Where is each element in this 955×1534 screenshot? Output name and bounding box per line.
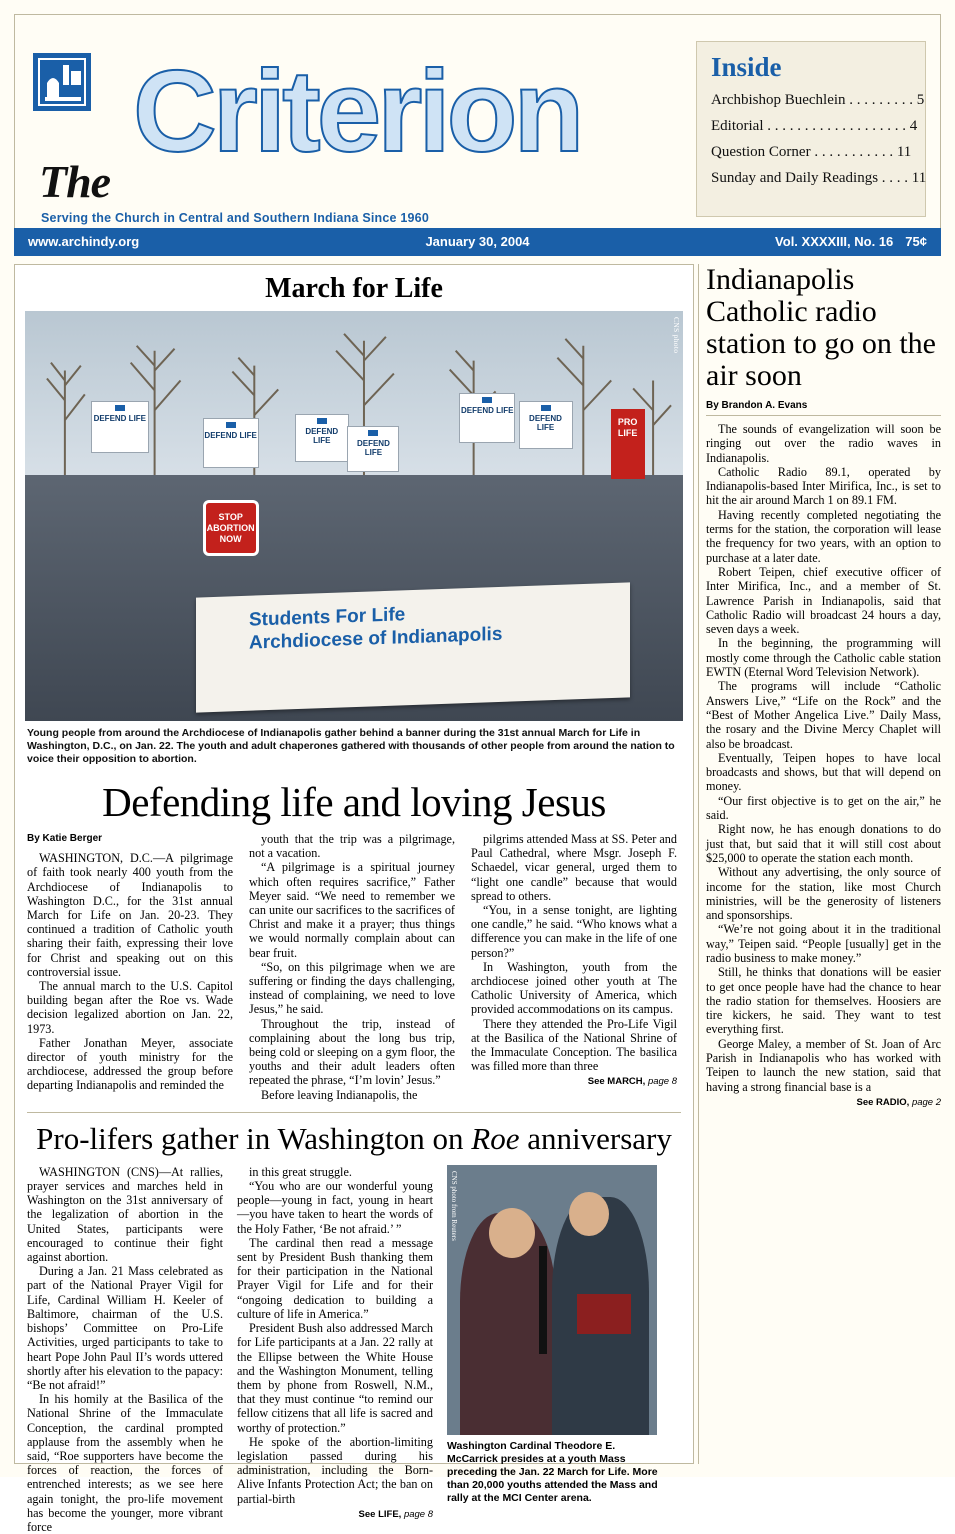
paragraph: “We’re not going about it in the traditional way,” Teipen said. “People [usually] get in the radio business to make money.”	[706, 922, 941, 965]
paragraph: Before leaving Indianapolis, the	[261, 1087, 418, 1102]
jump-label: See RADIO,	[856, 1096, 910, 1108]
inside-box	[696, 41, 926, 217]
paragraph: Having recently completed negotiating the terms for the station, the corporation will lease the frequency for two years, with an option to purchase at a later date.	[706, 507, 941, 565]
paragraph: In the beginning, the programming will mostly come through the Catholic cable station EWTN (Eternal Word Television Network).	[706, 636, 941, 680]
paragraph: pilgrims attended Mass at SS. Peter and Paul Cathedral, where Msgr. Joseph F. Schaedel, vicar general, urged them to “light one candle” because that would spread to others.	[471, 832, 677, 903]
jump-label: See MARCH,	[587, 1076, 646, 1088]
paragraph: In his homily at the Basilica of the National Shrine of the Immaculate Conception, the cardinal prompted applause from the assembly when he said, “Roe supporters have become the forces of reaction, the forces of entrenched interests; as we see here again tonight, the pro-life movement has become the younger, more vibrant force	[27, 1392, 223, 1534]
paragraph: There they attended the Pro-Life Vigil at the Basilica of the National Shrine of the Immaculate Conception. The basilica was filled more than three	[471, 1016, 677, 1074]
volume-number: Vol. XXXXIII, No. 16	[775, 234, 894, 249]
church-window-icon	[33, 53, 91, 111]
photo-credit: CNS photo from Reuters	[450, 1170, 458, 1241]
sidebar-jumpline[interactable]	[706, 1096, 941, 1110]
section-kicker: March for Life	[265, 273, 443, 304]
paragraph: Right now, he has enough donations to do just that, but said that it will still cost about $25,000 to operate the station each month.	[706, 822, 941, 865]
masthead-tagline: Serving the Church in Central and Southern Indiana Since 1960	[41, 211, 429, 225]
lead-photo-caption: Young people from around the Archdiocese of Indianapolis gather behind a banner during the 31st annual March for Life in Washington, D.C., on Jan. 22. The youth and adult chaperones gathered with thousands of other people from around the nation to voice their opposition to abortion.	[27, 727, 675, 765]
paragraph: Eventually, Teipen hopes to have local broadcasts and shows, but that will depend on money.	[706, 750, 941, 794]
lead-headline: Defending life and loving Jesus	[102, 779, 606, 825]
lead-column-2	[249, 832, 455, 1102]
paragraph: WASHINGTON (CNS)—At rallies, prayer services and marches held in Washington on the 31st anniversary of the legalization of abortion in the United States, participants were encouraged to continue their fight against abortion.	[27, 1164, 223, 1265]
lead-column-3	[471, 832, 677, 1102]
second-column-1	[27, 1165, 223, 1534]
stop-abortion-sign: STOP ABORTION NOW	[203, 500, 259, 556]
volume-info	[775, 234, 927, 249]
inside-item[interactable]: Editorial . . . . . . . . . . . . . . . . . . . 4	[711, 118, 918, 134]
banner-line-2: Archdiocese of Indianapolis	[248, 623, 503, 654]
paragraph: The sounds of evangelization will soon be ringing out over the radio waves in Indianapolis.	[706, 422, 941, 465]
paragraph: “You who are our wonderful young people—young in fact, young in heart—you have taken to heart the words of the Holy Father, ‘Be not afraid.’ ”	[237, 1179, 433, 1236]
red-book	[577, 1294, 631, 1334]
paragraph: During a Jan. 21 Mass celebrated as part of the National Prayer Vigil for Life, Cardinal William H. Keeler of Baltimore, chairman of the U.S. bishops’ Committee on Pro-Life Activities, urged participants to take to heart Pope John Paul II’s words uttered shortly after his elevation to the papacy: “Be not afraid!”	[27, 1264, 223, 1392]
second-headline-part1: Pro-lifers gather in Washington on	[36, 1120, 472, 1156]
paragraph: The programs will include “Catholic Answers Live,” “Life on the Rock” and the “Best of Mother Angelica Live.” Daily Mass, the rosary and the Divine Mercy Chaplet will also be broadcast.	[706, 679, 941, 751]
pro-life-sign: PRO LIFE	[611, 409, 645, 479]
sidebar-story	[706, 264, 941, 1110]
defend-life-sign: DEFEND LIFE	[91, 401, 149, 453]
paragraph: in this great struggle.	[249, 1164, 352, 1179]
jump-page: page 2	[911, 1096, 941, 1108]
defend-life-sign: DEFEND LIFE	[203, 418, 259, 468]
jump-page: page 8	[647, 1076, 677, 1088]
inside-item[interactable]: Archbishop Buechlein . . . . . . . . . 5	[711, 92, 925, 108]
mccarrick-photo	[447, 1165, 657, 1435]
website-url[interactable]: www.archindy.org	[28, 234, 140, 249]
lead-byline: By Katie Berger	[27, 833, 103, 844]
second-photo-column	[447, 1165, 659, 1534]
defend-life-sign: DEFEND LIFE	[295, 414, 349, 462]
paragraph: Throughout the trip, instead of complaining about the long bus trip, being cold or sleeping on a gym floor, the youths and their adult leaders often repeated the phrase, “I’m lovin’ Jesus.”	[249, 1016, 455, 1088]
photo-face-left	[489, 1208, 535, 1258]
microphone-stand	[539, 1246, 547, 1354]
inside-item[interactable]: Question Corner . . . . . . . . . . . 11	[711, 144, 912, 160]
second-headline-part2: anniversary	[519, 1120, 672, 1156]
second-headline	[25, 1121, 683, 1157]
second-headline-italic: Roe	[471, 1120, 520, 1156]
paragraph: “You, in a sense tonight, are lighting one candle,” he said. “Who knows what a difference you can make in the life of one person?”	[471, 903, 677, 960]
defend-life-sign: DEFEND LIFE	[519, 401, 573, 449]
paragraph: “Our first objective is to get on the air,” he said.	[706, 793, 941, 823]
jump-page: page 8	[403, 1508, 433, 1520]
paragraph: Robert Teipen, chief executive officer of Inter Mirifica, Inc., and a member of St. Lawrence Parish in Indianapolis, said that Catholic Radio will broadcast 24 hours a day, seven days a week.	[706, 564, 941, 637]
lead-photo	[25, 311, 683, 721]
photo-credit: CNS photo	[672, 317, 681, 354]
paragraph: President Bush also addressed March for Life participants at a Jan. 22 rally at the Ellipse between the White House and the Washington Monument, telling them by phone from Roswell, N.M., that they must continue “to remind our fellow citizens that all life is sacred and worthy of protection.”	[237, 1321, 433, 1435]
jump-label: See LIFE,	[358, 1508, 402, 1520]
second-jumpline[interactable]	[237, 1508, 433, 1522]
paragraph: The annual march to the U.S. Capitol building began after the Roe vs. Wade decision legalized abortion on Jan. 22, 1973.	[27, 979, 233, 1036]
lead-story-block	[14, 264, 694, 1534]
lead-jumpline[interactable]	[471, 1075, 677, 1089]
paragraph: “A pilgrimage is a spiritual journey which often requires sacrifice,” Father Meyer said. “We need to remember we can unite our sacrifices to the sacrifices of Christ and make it a prayer; thus things we would normally complain about can bear fruit.	[249, 860, 455, 960]
paragraph: Father Jonathan Meyer, associate director of youth ministry for the archdiocese, addressed the group before departing Indianapolis and reminded the	[27, 1035, 233, 1093]
paragraph: The cardinal then read a message sent by President Bush thanking them for their participation in the National Prayer Vigil for Life and for their “ongoing dedication to building a culture of life in America.”	[237, 1235, 433, 1321]
sidebar-body	[706, 422, 941, 1110]
sidebar-byline: By Brandon A. Evans	[706, 400, 808, 411]
second-column-2	[237, 1165, 433, 1534]
paragraph: Still, he thinks that donations will be easier to get once people have had the chance to hear the radio station for themselves. Hoosiers are tire kickers, he said. They want to test everything first.	[706, 965, 941, 1037]
photo-face-right	[569, 1192, 609, 1236]
second-story-columns	[27, 1165, 681, 1534]
defend-life-sign: DEFEND LIFE	[347, 426, 399, 472]
paragraph: “So, on this pilgrimage when we are suffering or finding the days challenging, instead of complaining, we need to love Jesus,” he said.	[249, 959, 455, 1017]
column-divider	[698, 264, 699, 1464]
issue-date: January 30, 2004	[425, 234, 530, 249]
masthead-title: Criterion	[133, 46, 581, 176]
paragraph: youth that the trip was a pilgrimage, not a vacation.	[249, 832, 455, 861]
section-divider	[27, 1112, 681, 1113]
paragraph: Without any advertising, the only source of income for the station, like most Church ministries, will be the generosity of listeners and sponsorships.	[706, 865, 941, 923]
lead-column-1	[27, 832, 233, 1102]
paragraph: In Washington, youth from the archdiocese joined other youth at The Catholic University of America, which provided accommodations on its campus.	[471, 959, 677, 1017]
lead-story-columns	[27, 832, 681, 1102]
info-bar	[14, 228, 941, 256]
paragraph: He spoke of the abortion-limiting legislation passed during his administration, including the Born-Alive Infants Protection Act; the ban on partial-birth	[237, 1434, 433, 1506]
inside-title: Inside	[711, 52, 782, 82]
banner-line-1: Students For Life	[248, 604, 405, 631]
paragraph: Catholic Radio 89.1, operated by Indianapolis-based Inter Mirifica, Inc., is set to hit the air around March 1 on 89.1 FM.	[706, 464, 941, 508]
inside-item[interactable]: Sunday and Daily Readings . . . . 11	[711, 170, 927, 186]
price: 75¢	[905, 234, 927, 249]
masthead	[14, 14, 941, 230]
sidebar-headline: Indianapolis Catholic radio station to go on the air soon	[706, 263, 936, 392]
sidebar-rule	[706, 415, 941, 416]
paragraph: George Maley, a member of St. Joan of Arc Parish in Indianapolis who has worked with Teipen to launch the new station, said that having a strong financial base is a	[706, 1036, 941, 1094]
masthead-the: The	[39, 156, 111, 207]
second-photo-caption: Washington Cardinal Theodore E. McCarrick presides at a youth Mass preceding the Jan. 22 March for Life. More than 20,000 youths attended the Mass and rally at the MCI Center arena.	[447, 1439, 658, 1504]
defend-life-sign: DEFEND LIFE	[459, 393, 515, 443]
paragraph: WASHINGTON, D.C.—A pilgrimage of faith took nearly 400 youth from the Archdiocese of Indianapolis to Washington D.C., for the 31st annual March for Life on Jan. 20-23. They continued a tradition of Catholic youth sharing their faith, expressing their love for Christ and speaking out on this controversial issue.	[27, 851, 233, 979]
